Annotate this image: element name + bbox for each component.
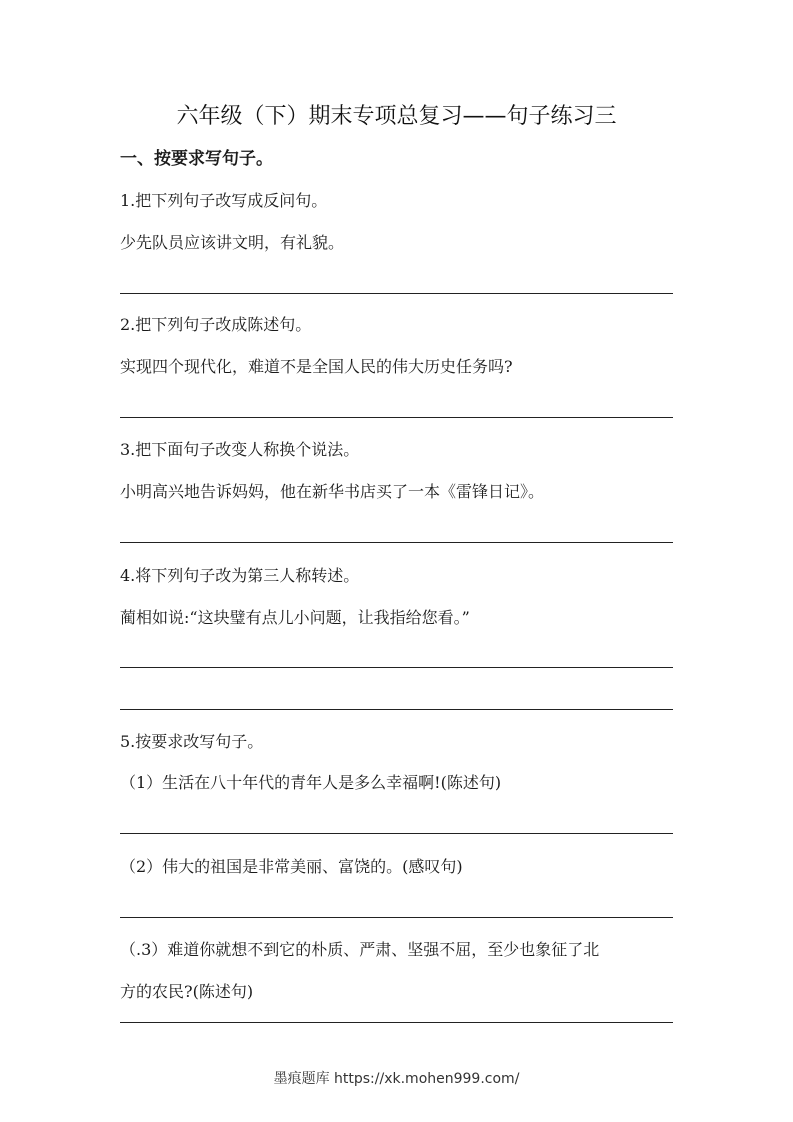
question-1-sentence: 少先队员应该讲文明，有礼貌。: [120, 233, 345, 252]
question-4-sentence: 蔺相如说:“这块璧有点儿小问题，让我指给您看。”: [120, 608, 470, 627]
question-2-sentence: 实现四个现代化，难道不是全国人民的伟大历史任务吗?: [120, 357, 513, 376]
question-5-sub-3-line-2: 方的农民?(陈述句): [120, 982, 254, 1001]
question-3-prompt: 3.把下面句子改变人称换个说法。: [120, 440, 360, 459]
answer-line: [120, 917, 673, 918]
answer-line: [120, 417, 673, 418]
page-title: 六年级（下）期末专项总复习——句子练习三: [176, 104, 617, 129]
question-3-sentence: 小明高兴地告诉妈妈，他在新华书店买了一本《雷锋日记》。: [120, 482, 545, 501]
question-5-sub-1: （1）生活在八十年代的青年人是多么幸福啊!(陈述句): [120, 773, 502, 792]
question-1-prompt: 1.把下列句子改写成反问句。: [120, 191, 328, 210]
question-5-prompt: 5.按要求改写句子。: [120, 732, 264, 751]
question-4-prompt: 4.将下列句子改为第三人称转述。: [120, 566, 360, 585]
answer-line: [120, 709, 673, 710]
question-2-prompt: 2.把下列句子改成陈述句。: [120, 315, 312, 334]
answer-line: [120, 542, 673, 543]
answer-line: [120, 1022, 673, 1023]
answer-line: [120, 833, 673, 834]
footer-watermark: 墨痕题库 https://xk.mohen999.com/: [273, 1071, 520, 1087]
question-5-sub-2: （2）伟大的祖国是非常美丽、富饶的。(感叹句): [120, 857, 463, 876]
question-5-sub-3-line-1: （.3）难道你就想不到它的朴质、严肃、坚强不屈，至少也象征了北: [120, 940, 600, 959]
answer-line: [120, 293, 673, 294]
section-heading: 一、按要求写句子。: [120, 149, 273, 169]
answer-line: [120, 667, 673, 668]
